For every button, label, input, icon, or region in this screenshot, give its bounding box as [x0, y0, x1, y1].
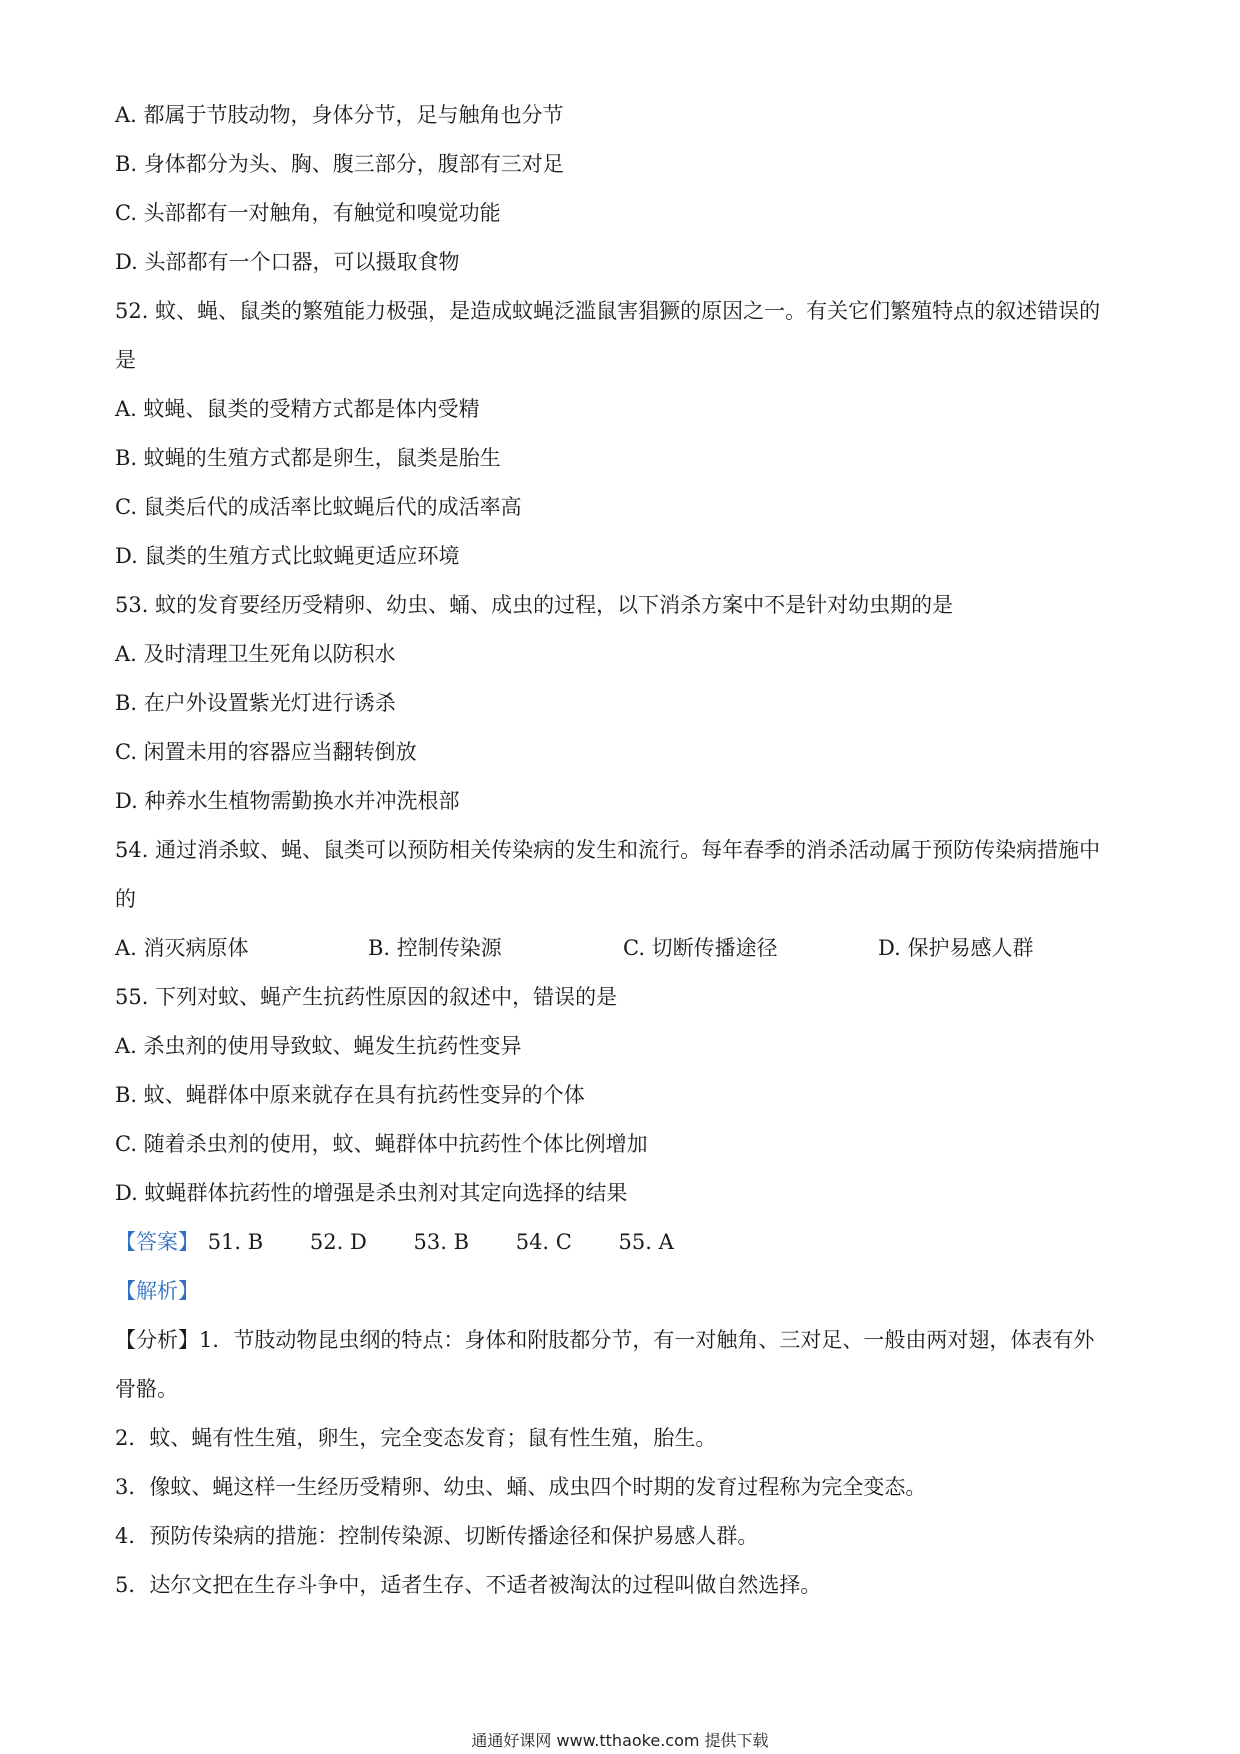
analysis-label: 【解析】 — [115, 1279, 199, 1303]
answer-51: 51. B — [207, 1230, 264, 1254]
q51-option-c: C. 头部都有一对触角，有触觉和嗅觉功能 — [115, 201, 501, 225]
analysis-p1-line1: 【分析】1．节肢动物昆虫纲的特点：身体和附肢都分节，有一对触角、三对足、一般由两对翅，体表有外 — [115, 1328, 1095, 1352]
q53-option-c: C. 闲置未用的容器应当翻转倒放 — [115, 740, 417, 764]
analysis-p4: 4．预防传染病的措施：控制传染源、切断传播途径和保护易感人群。 — [115, 1524, 759, 1548]
q55-option-d: D. 蚊蝇群体抗药性的增强是杀虫剂对其定向选择的结果 — [115, 1181, 628, 1205]
analysis-p1-line2: 骨骼。 — [115, 1377, 178, 1401]
q54-stem-line1: 54. 通过消杀蚊、蝇、鼠类可以预防相关传染病的发生和流行。每年春季的消杀活动属于预防传染病措施中 — [115, 838, 1101, 862]
q52-option-d: D. 鼠类的生殖方式比蚊蝇更适应环境 — [115, 544, 460, 568]
analysis-p3: 3．像蚊、蝇这样一生经历受精卵、幼虫、蛹、成虫四个时期的发育过程称为完全变态。 — [115, 1475, 927, 1499]
q54-option-b: B. 控制传染源 — [368, 936, 502, 960]
q51-option-a: A. 都属于节肢动物，身体分节，足与触角也分节 — [115, 103, 564, 127]
answer-53: 53. B — [413, 1230, 470, 1254]
q51-option-b: B. 身体都分为头、胸、腹三部分，腹部有三对足 — [115, 152, 564, 176]
q52-option-a: A. 蚊蝇、鼠类的受精方式都是体内受精 — [115, 397, 480, 421]
q54-stem-line2: 的 — [115, 887, 136, 911]
q54-option-c: C. 切断传播途径 — [623, 936, 778, 960]
q54-option-d: D. 保护易感人群 — [878, 936, 1034, 960]
q53-option-b: B. 在户外设置紫光灯进行诱杀 — [115, 691, 396, 715]
q53-option-a: A. 及时清理卫生死角以防积水 — [115, 642, 396, 666]
q52-stem-line2: 是 — [115, 348, 136, 372]
q52-stem-line1: 52. 蚊、蝇、鼠类的繁殖能力极强，是造成蚊蝇泛滥鼠害猖獗的原因之一。有关它们繁殖特点的叙述错误的 — [115, 299, 1101, 323]
q55-option-c: C. 随着杀虫剂的使用，蚊、蝇群体中抗药性个体比例增加 — [115, 1132, 648, 1156]
q53-stem: 53. 蚊的发育要经历受精卵、幼虫、蛹、成虫的过程，以下消杀方案中不是针对幼虫期的是 — [115, 593, 954, 617]
analysis-p5: 5．达尔文把在生存斗争中，适者生存、不适者被淘汰的过程叫做自然选择。 — [115, 1573, 822, 1597]
page-footer: 通通好课网 www.tthaoke.com 提供下载 — [471, 1731, 769, 1750]
analysis-p2: 2．蚊、蝇有性生殖，卵生，完全变态发育；鼠有性生殖，胎生。 — [115, 1426, 717, 1450]
q53-option-d: D. 种养水生植物需勤换水并冲洗根部 — [115, 789, 460, 813]
document-page — [115, 100, 1135, 1600]
q51-option-d: D. 头部都有一个口器，可以摄取食物 — [115, 250, 460, 274]
q55-stem: 55. 下列对蚊、蝇产生抗药性原因的叙述中，错误的是 — [115, 985, 618, 1009]
answer-54: 54. C — [515, 1230, 572, 1254]
q54-option-a: A. 消灭病原体 — [115, 936, 249, 960]
q52-option-b: B. 蚊蝇的生殖方式都是卵生，鼠类是胎生 — [115, 446, 501, 470]
answer-label: 【答案】 — [115, 1230, 199, 1254]
q54-options-row — [115, 933, 1135, 963]
q55-option-a: A. 杀虫剂的使用导致蚊、蝇发生抗药性变异 — [115, 1034, 522, 1058]
answer-52: 52. D — [309, 1230, 367, 1254]
q55-option-b: B. 蚊、蝇群体中原来就存在具有抗药性变异的个体 — [115, 1083, 585, 1107]
answer-row — [115, 1227, 1135, 1257]
answer-55: 55. A — [618, 1230, 674, 1254]
q52-option-c: C. 鼠类后代的成活率比蚊蝇后代的成活率高 — [115, 495, 522, 519]
